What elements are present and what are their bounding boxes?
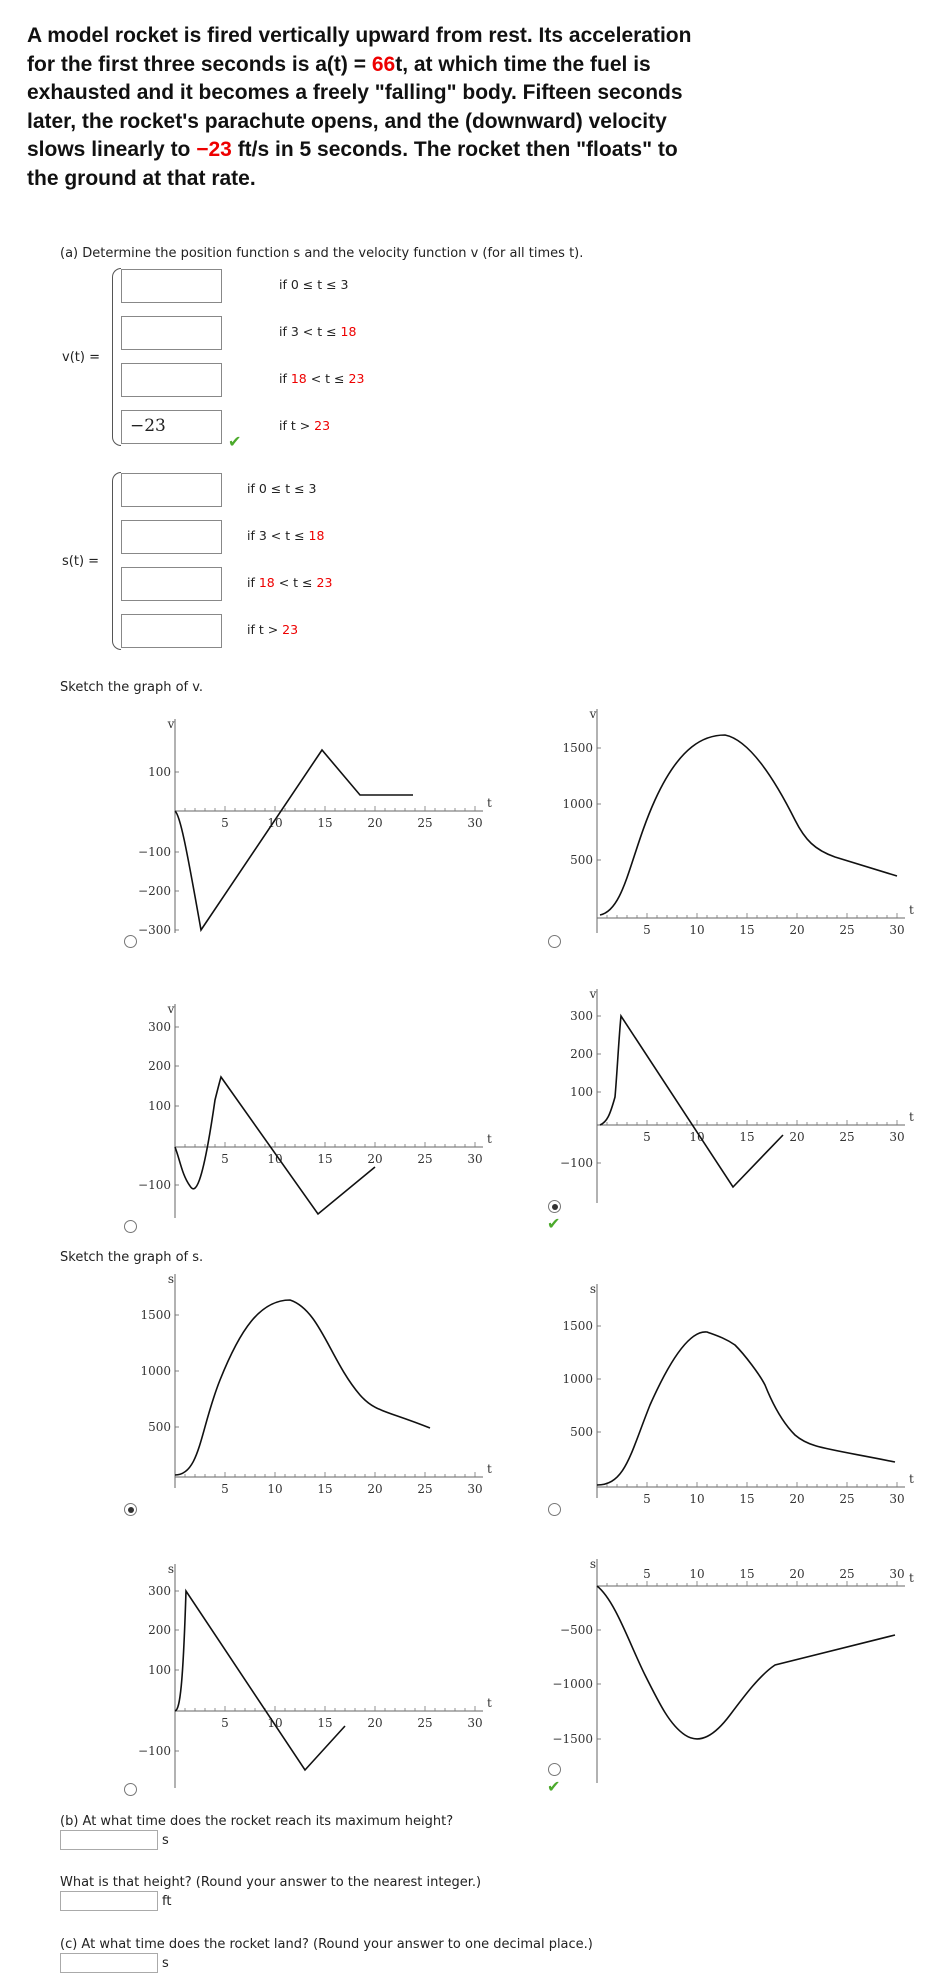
graph-curve-v2 [600, 735, 897, 915]
radio-s4[interactable] [548, 1763, 561, 1776]
s-condition-text: < t ≤ [274, 575, 317, 590]
graph-s3 [130, 1560, 490, 1790]
s-condition-bound: 18 [258, 575, 275, 590]
x-tick-label: 25 [839, 1492, 855, 1506]
graph-curve-s1 [175, 1300, 430, 1475]
s-piecewise-brace [112, 472, 121, 650]
x-tick-label: 15 [317, 1716, 333, 1730]
y-tick-label: 1000 [140, 1364, 171, 1378]
x-tick-label: 30 [889, 1492, 905, 1506]
graph-s2 [555, 1280, 915, 1506]
v-axis-label: v [589, 707, 597, 721]
s-condition-text: if 3 < t ≤ [247, 528, 309, 543]
y-tick-label: 500 [570, 853, 593, 867]
x-tick-label: 15 [739, 923, 755, 937]
v-condition-text: < t ≤ [306, 371, 349, 386]
x-tick-label: 5 [221, 816, 229, 830]
x-tick-label: 5 [221, 1152, 229, 1166]
correct-check-icon: ✔ [547, 1777, 561, 1796]
problem-statement [27, 22, 707, 193]
radio-v3[interactable] [124, 1220, 137, 1233]
y-tick-label: 300 [148, 1584, 171, 1598]
y-tick-label: 1000 [562, 797, 593, 811]
x-tick-label: 10 [689, 1130, 705, 1144]
v-piece-input-3[interactable] [121, 363, 222, 397]
graph-v1 [130, 715, 490, 935]
y-tick-label: 100 [570, 1085, 593, 1099]
s-piece-input-1[interactable] [121, 473, 222, 507]
v-condition-2 [279, 324, 356, 339]
x-tick-label: 20 [367, 1152, 383, 1166]
x-tick-label: 30 [889, 1567, 905, 1581]
y-tick-label: −200 [138, 884, 171, 898]
v-axis-label: v [167, 1002, 175, 1016]
x-tick-label: 5 [643, 923, 651, 937]
x-tick-label: 5 [643, 1130, 651, 1144]
graph-v4 [555, 985, 915, 1205]
radio-s1[interactable] [124, 1503, 137, 1516]
x-tick-label: 25 [417, 1482, 433, 1496]
radio-v1[interactable] [124, 935, 137, 948]
y-tick-label: −100 [138, 845, 171, 859]
s-condition-1 [247, 481, 317, 496]
graph-curve-s2 [597, 1332, 895, 1485]
max-height-time-input[interactable] [60, 1830, 158, 1850]
x-tick-label: 30 [467, 1716, 483, 1730]
radio-s2[interactable] [548, 1503, 561, 1516]
x-tick-label: 20 [789, 1492, 805, 1506]
v-piecewise-brace [112, 268, 121, 446]
x-tick-label: 10 [689, 1492, 705, 1506]
s-condition-bound: 23 [316, 575, 333, 590]
x-tick-label: 20 [367, 1716, 383, 1730]
correct-check-icon: ✔ [547, 1214, 561, 1233]
x-tick-label: 10 [267, 1152, 283, 1166]
s-piece-input-4[interactable] [121, 614, 222, 648]
s-piece-input-2[interactable] [121, 520, 222, 554]
x-tick-label: 20 [789, 1567, 805, 1581]
t-axis-label: t [909, 1571, 914, 1585]
graph-v3 [130, 1000, 490, 1220]
x-tick-label: 10 [267, 1716, 283, 1730]
y-tick-label: 300 [148, 1020, 171, 1034]
s-condition-4 [247, 622, 298, 637]
y-tick-label: −1500 [552, 1732, 593, 1746]
sketch-v-label: Sketch the graph of v. [60, 680, 204, 695]
radio-s3[interactable] [124, 1783, 137, 1796]
x-tick-label: 25 [839, 1567, 855, 1581]
t-axis-label: t [487, 796, 492, 810]
y-tick-label: 1500 [562, 1319, 593, 1333]
v-condition-4 [279, 418, 330, 433]
landing-unit: s [162, 1956, 169, 1971]
v-condition-1 [279, 277, 349, 292]
y-tick-label: 100 [148, 765, 171, 779]
part-b-question-height: What is that height? (Round your answer to the nearest integer.) [60, 1875, 482, 1890]
x-tick-label: 10 [689, 923, 705, 937]
x-tick-label: 20 [367, 816, 383, 830]
s-condition-text: if 0 ≤ t ≤ 3 [247, 481, 317, 496]
v-condition-text: if 0 ≤ t ≤ 3 [279, 277, 349, 292]
v-function-label: v(t) = [62, 350, 100, 365]
time-unit: s [162, 1833, 169, 1848]
y-tick-label: −100 [138, 1178, 171, 1192]
sketch-s-label: Sketch the graph of s. [60, 1250, 204, 1265]
s-condition-text: if [247, 575, 259, 590]
acceleration-coefficient: 66 [371, 52, 396, 76]
x-tick-label: 15 [317, 1482, 333, 1496]
v-answer-check-icon: ✔ [228, 432, 242, 451]
s-axis-label: s [167, 1562, 175, 1576]
x-tick-label: 25 [839, 923, 855, 937]
problem-text-2: t, at which time the fuel is exhausted and it becomes a freely "falling" body. Fifteen seconds later, the rocket's parachute opens, and the (downward) velocity slows linearly to [27, 52, 683, 161]
y-tick-label: 1500 [140, 1308, 171, 1322]
x-tick-label: 25 [417, 816, 433, 830]
x-tick-label: 15 [317, 816, 333, 830]
x-tick-label: 5 [221, 1482, 229, 1496]
v-condition-3 [279, 371, 364, 386]
x-tick-label: 25 [417, 1716, 433, 1730]
v-axis-label: v [589, 987, 597, 1001]
v-condition-bound: 18 [340, 324, 357, 339]
part-a-prompt: (a) Determine the position function s and the velocity function v (for all times t). [60, 246, 584, 261]
landing-time-input[interactable] [60, 1953, 158, 1973]
x-tick-label: 30 [889, 1130, 905, 1144]
s-condition-bound: 18 [308, 528, 325, 543]
y-tick-label: −1000 [552, 1677, 593, 1691]
radio-v4[interactable] [548, 1200, 561, 1213]
height-unit: ft [162, 1894, 172, 1909]
v-condition-text: if 3 < t ≤ [279, 324, 341, 339]
t-axis-label: t [487, 1696, 492, 1710]
s-function-label: s(t) = [62, 554, 100, 569]
graph-curve-s3 [175, 1591, 345, 1770]
t-axis-label: t [909, 903, 914, 917]
v-condition-bound: 18 [290, 371, 307, 386]
s-piece-input-3[interactable] [121, 567, 222, 601]
x-tick-label: 5 [643, 1492, 651, 1506]
x-tick-label: 20 [789, 1130, 805, 1144]
v-condition-bound: 23 [314, 418, 331, 433]
t-axis-label: t [909, 1110, 914, 1124]
x-tick-label: 30 [889, 923, 905, 937]
y-tick-label: −100 [560, 1156, 593, 1170]
x-tick-label: 15 [317, 1152, 333, 1166]
s-axis-label: s [167, 1272, 175, 1286]
x-tick-label: 30 [467, 1152, 483, 1166]
graph-curve-v4 [600, 1016, 783, 1187]
s-condition-bound: 23 [282, 622, 299, 637]
y-tick-label: 300 [570, 1009, 593, 1023]
v-condition-bound: 23 [348, 371, 365, 386]
v-axis-label: v [167, 717, 175, 731]
y-tick-label: 1500 [562, 741, 593, 755]
v-piece-input-4[interactable]: −23 [121, 410, 222, 444]
y-tick-label: 200 [148, 1623, 171, 1637]
graph-v2 [555, 705, 915, 935]
v-condition-text: if t > [279, 418, 315, 433]
y-tick-label: 500 [148, 1420, 171, 1434]
y-tick-label: 1000 [562, 1372, 593, 1386]
y-tick-label: −500 [560, 1623, 593, 1637]
x-tick-label: 10 [689, 1567, 705, 1581]
x-tick-label: 5 [221, 1716, 229, 1730]
t-axis-label: t [487, 1462, 492, 1476]
x-tick-label: 20 [789, 923, 805, 937]
x-tick-label: 20 [367, 1482, 383, 1496]
graph-s1 [130, 1270, 492, 1496]
y-tick-label: 100 [148, 1663, 171, 1677]
part-c-question: (c) At what time does the rocket land? (Round your answer to one decimal place.) [60, 1937, 593, 1952]
x-tick-label: 15 [739, 1567, 755, 1581]
x-tick-label: 30 [467, 816, 483, 830]
part-b-question-time: (b) At what time does the rocket reach its maximum height? [60, 1814, 454, 1829]
s-condition-text: if t > [247, 622, 283, 637]
problem-text-1: A model rocket is fired vertically upward from rest. Its acceleration for the first three seconds is a(t) = [27, 24, 692, 76]
v-piece-input-2[interactable] [121, 316, 222, 350]
s-condition-3 [247, 575, 332, 590]
max-height-input[interactable] [60, 1891, 158, 1911]
x-tick-label: 25 [839, 1130, 855, 1144]
x-tick-label: 15 [739, 1492, 755, 1506]
y-tick-label: −100 [138, 1744, 171, 1758]
x-tick-label: 10 [267, 1482, 283, 1496]
y-tick-label: 100 [148, 1099, 171, 1113]
radio-v2[interactable] [548, 935, 561, 948]
y-tick-label: −300 [138, 923, 171, 937]
t-axis-label: t [909, 1472, 914, 1486]
graph-curve-v1 [175, 750, 413, 930]
graph-curve-s4 [597, 1586, 895, 1739]
x-tick-label: 5 [643, 1567, 651, 1581]
x-tick-label: 25 [417, 1152, 433, 1166]
y-tick-label: 200 [148, 1059, 171, 1073]
y-tick-label: 200 [570, 1047, 593, 1061]
problem-text-3: ft/s in 5 seconds. The rocket then "floats" to the ground at that rate. [27, 138, 678, 190]
x-tick-label: 10 [267, 816, 283, 830]
s-condition-2 [247, 528, 324, 543]
t-axis-label: t [487, 1132, 492, 1146]
terminal-velocity: −23 [196, 138, 232, 161]
s-axis-label: s [589, 1557, 597, 1571]
x-tick-label: 15 [739, 1130, 755, 1144]
v-piece-input-1[interactable] [121, 269, 222, 303]
x-tick-label: 30 [467, 1482, 483, 1496]
s-axis-label: s [589, 1282, 597, 1296]
v-condition-text: if [279, 371, 291, 386]
graph-s4 [552, 1555, 915, 1785]
y-tick-label: 500 [570, 1425, 593, 1439]
